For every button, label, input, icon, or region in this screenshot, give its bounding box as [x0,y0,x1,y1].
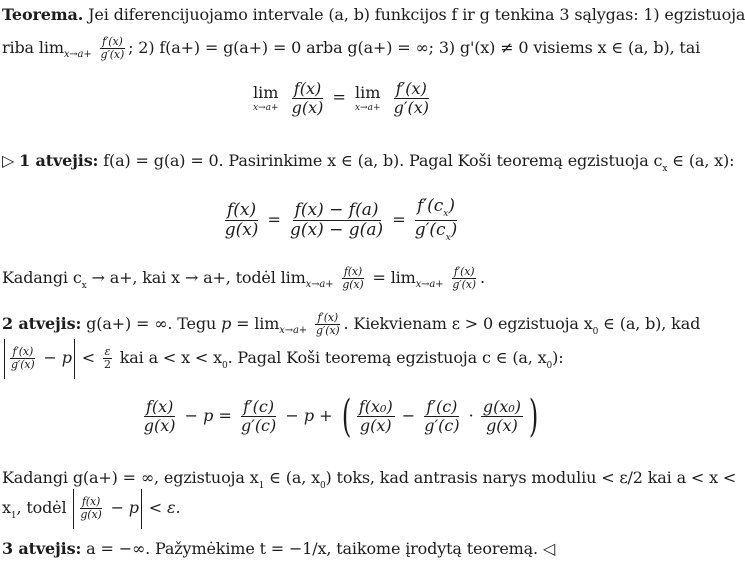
eq3-fraction-5: $\frac{\text{g(x₀)}}{g(x)}$ [482,397,522,435]
case-2-minus-p: − p [38,348,72,367]
kadangi-2-line-2 [2,488,678,536]
paren-open: ( [341,390,351,442]
abs-bar-right-2 [141,489,142,529]
equation-1 [0,80,682,116]
eq2-equals-1: = [267,209,281,229]
case-1-label: 1 atvejis: [19,151,99,170]
kadangi-2-minus-p: − p [105,498,139,517]
eq2-equals-2: = [392,209,406,229]
theorem-label: Teorema. [2,5,84,24]
kadangi-2-line2-text: , todėl [16,498,72,517]
theorem-text: Jei diferencijuojamo intervale (a, b) funkcijos f ir g tenkina 3 sąlygas: 1) egzistuoja [88,5,745,24]
kadangi-2-fraction: $\frac{f(x)}{g(x)}$ [80,494,102,521]
kadangi-2-text: Kadangi g(a+) = ∞, egzistuoja x [2,468,259,487]
theorem-lim: riba lim [2,38,64,57]
case-1-text: f(a) = g(a) = 0. Pasirinkime x ∈ (a, b). Pagal Koši teoremą egzistuoja c [98,151,663,170]
eq3-minus-p: − p = [179,406,237,425]
case-1-text-end: ∈ (a, x): [667,151,735,170]
kadangi-2-line2-x: x [2,498,11,517]
case-2-sub0: 0 [592,327,599,337]
eq3-fraction-1: $\frac{f(x)}{g(x)}$ [143,397,176,435]
eq3-plus: − p + [280,406,338,425]
case-2-text-c: . Kiekvienam ε > 0 egzistuoja x [343,314,593,333]
case-3-label: 3 atvejis: [2,539,82,558]
case-1-line [2,150,735,180]
kadangi-1-mid: = lim [367,268,416,287]
kadangi-2-text-c: ) toks, kad antrasis narys moduliu < ε/2 kai a < x < [325,468,737,487]
lim-operator-right: lim x→a+ [354,83,381,114]
theorem-conditions: ; 2) f(a+) = g(a+) = 0 arba g(a+) = ∞; 3) g'(x) ≠ 0 visiems x ∈ (a, b), tai [128,38,701,57]
case-3-text: a = −∞. Pažymėkime t = −1/x, taikome įrodytą teoremą. ◁ [81,539,556,558]
case-2-fraction: $\frac{f'(x)}{g'(x)}$ [315,310,340,337]
case-2-limsub: x→a+ [279,325,308,336]
eq1-equals: = [332,87,346,107]
kadangi-2-line2-sub1: 1 [10,511,17,521]
eq3-fraction-4: $\frac{f'(c)}{g'(c)}$ [424,397,460,435]
eq3-fraction-2: $\frac{f'(c)}{g'(c)}$ [240,397,277,435]
theorem-lim-sub: x→a+ [63,49,92,60]
paren-close: ) [528,390,539,442]
case-2-line2-text-b: . Pagal Koši teoremą egzistuoja c ∈ (a, x [227,348,547,367]
kadangi-1-limsub: x→a+ [305,279,334,290]
kadangi-1-text-b: → a+, kai x → a+, todėl lim [86,268,306,287]
eq3-dot: · [463,406,479,425]
case-2-line2-end: ): [552,348,564,367]
eq1-fraction-left: $\frac{f(x)}{g(x)}$ [291,79,324,117]
case-2-line-2 [2,338,678,386]
kadangi-2-sub0: 0 [319,481,326,491]
epsilon-half: $\frac{\varepsilon}{2}$ [103,344,111,371]
kadangi-1-text: Kadangi c [2,268,82,287]
eq3-minus: − [396,406,421,425]
case-2-lt: < [76,348,100,367]
kadangi-2-end: < ε. [143,498,181,517]
case-2-abs-fraction: $\frac{f'(x)}{g'(x)}$ [11,344,35,371]
kadangi-1-fraction-1: $\frac{f(x)}{g(x)}$ [342,264,364,291]
theorem-fraction: $\frac{f'(x)}{g'(x)}$ [100,34,125,61]
eq2-fraction-1: $\frac{f(x)}{g(x)}$ [224,200,259,240]
case-3-line [2,538,678,560]
case-2-line2-sub0b: 0 [546,361,553,371]
lim-operator-left: lim x→a+ [253,83,279,114]
kadangi-1-limsub-2: x→a+ [415,279,444,290]
case-2-label: 2 atvejis: [2,314,82,333]
kadangi-2-sub1: 1 [258,481,265,491]
case-2-p: p [221,314,232,333]
eq2-fraction-2: $\frac{f(x) - f(a)}{g(x) - g(a)}$ [290,200,384,240]
eq1-fraction-right: $\frac{f'(x)}{g'(x)}$ [393,79,429,117]
case-2-lim: = lim [231,314,280,333]
abs-bar-left [4,339,5,379]
case-start-marker: ▷ [2,151,15,170]
kadangi-1-fraction-2: $\frac{f'(x)}{g'(x)}$ [452,264,476,291]
kadangi-2-text-b: ∈ (a, x [264,468,320,487]
case-2-text-d: ∈ (a, b), kad [598,314,701,333]
abs-bar-left-2 [73,489,74,529]
theorem-line-1 [2,4,745,26]
case-2-line2-sub0: 0 [221,361,228,371]
kadangi-1-sub: x [81,281,87,291]
kadangi-1-end: . [479,268,485,287]
kadangi-1-line [2,262,678,302]
abs-bar-right [74,339,75,379]
equation-2 [0,197,682,244]
case-2-text: g(a+) = ∞. Tegu [81,314,222,333]
case-2-line2-text: kai a < x < x [114,348,222,367]
eq3-fraction-3: $\frac{\text{f(x₀)}}{g(x)}$ [358,397,393,435]
case-1-sub: x [662,164,668,174]
equation-3 [0,392,682,440]
eq2-fraction-3: $\frac{f'(c_x)}{g'(c_x)}$ [414,196,458,243]
theorem-line-2 [2,32,701,71]
